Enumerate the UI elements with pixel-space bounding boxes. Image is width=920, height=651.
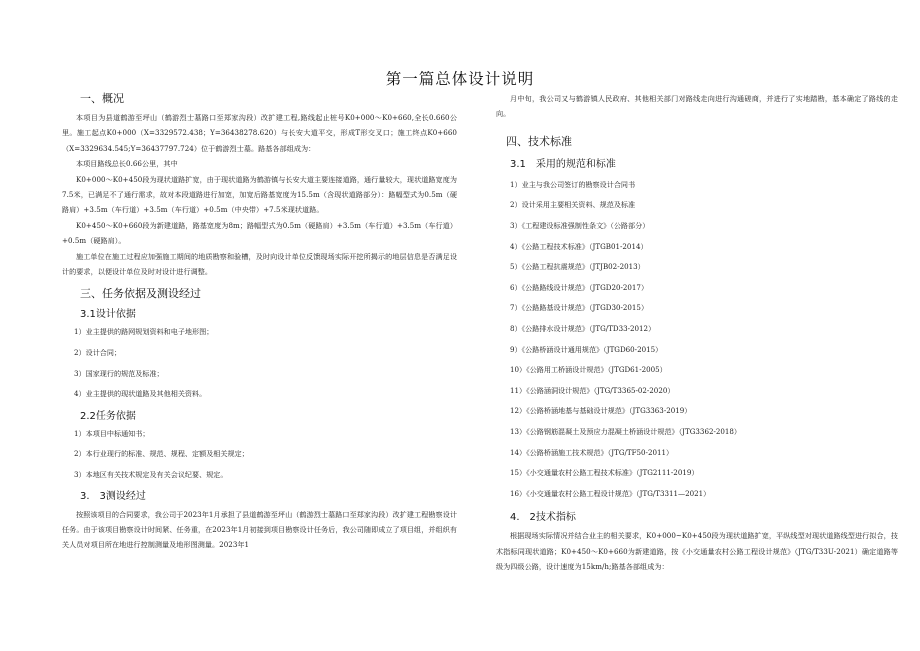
standard-item: 7）《公路路基设计规范》（JTGD30-2015）: [510, 303, 649, 313]
standard-item: 1）业主与我公司签订的勘察设计合同书: [510, 179, 636, 189]
section-tech-standards-heading: 四、技术标准: [506, 134, 572, 148]
survey-process-heading: 3. 3测设经过: [80, 490, 146, 502]
overview-paragraph-1: 本项目为县道鹤游至坪山（鹤游烈士墓路口至郑家沟段）改扩建工程,路线起止桩号K0+000～K0+660,全长0.660公里。施工起点K0+000（X=3329572.438；Y=36438278.620）与长安大道平交，形成T形交叉口；施工终点K0+660（X=3329634.545;Y=36437797.724）位于鹤游烈士墓。路基各部组成为：: [62, 113, 457, 153]
standard-item: 3）《工程建设标准强制性条文》（公路部分）: [510, 221, 650, 230]
design-basis-item: 1）业主提供的路网规划资料和电子地形图；: [74, 327, 214, 337]
tech-indicators-heading: 4. 2技术指标: [510, 512, 576, 524]
survey-process-paragraph: 按照该项目的合同要求，我公司于2023年1月承担了县道鹤游至坪山（鹤游烈士墓路口至郑家沟段）改扩建工程勘察设计任务。由于该项目勘察设计时间紧、任务重，在2023年1月初接到项目勘察设计任务后，我公司随即成立了项目组，并组织有关人员对项目所在地进行控制测量及地形图测量。2023年1: [62, 509, 457, 550]
document-title: 第一篇总体设计说明: [385, 70, 535, 88]
standard-item: 6）《公路路线设计规范》（JTGD20-2017）: [510, 282, 649, 292]
design-basis-item: 2）设计合同；: [74, 348, 122, 358]
standard-item: 9）《公路桥涵设计通用规范》（JTGD60-2015）: [510, 344, 663, 354]
task-basis-heading: 2.2任务依据: [80, 410, 136, 422]
left-column: [62, 91, 457, 553]
right-column: [496, 91, 898, 575]
section-overview-heading: 一、概况: [80, 92, 124, 105]
standard-item: 10）《公路用工桥涵设计规范》（JTGD61-2005）: [510, 365, 667, 375]
standard-item: 4）《公路工程技术标准》（JTGB01-2014）: [510, 241, 648, 251]
design-basis-item: 3）国家现行的规范及标准；: [74, 368, 164, 378]
task-basis-item: 2）本行业现行的标准、规范、规程、定额及相关规定；: [74, 449, 249, 459]
standard-item: 5）《公路工程抗震规范》（JTJB02-2013）: [510, 262, 645, 272]
standard-item: 16）《小交通量农村公路工程设计规范》（JTG/T3311—2021）: [510, 488, 711, 498]
standard-item: 14）《公路桥涵施工技术规范》（JTG/TF50-2011）: [510, 447, 674, 457]
section-task-basis-heading: 三、任务依据及测设经过: [80, 287, 201, 301]
task-basis-item: 3）本地区有关技术规定及有关会议纪要、规定。: [74, 470, 228, 480]
standard-item: 12）《公路桥涵地基与基础设计规范》（JTG3363-2019）: [510, 406, 692, 416]
overview-paragraph-4: K0+450～K0+660段为新建道路，路基宽度为8m；路幅型式为0.5m（硬路肩）+3.5m（车行道）+3.5m（车行道）+0.5m（硬路肩）。: [62, 220, 457, 246]
standard-item: 8）《公路排水设计规范》（JTG/TD33-2012）: [510, 323, 656, 333]
survey-process-continued: 月中旬，我公司又与鹤游镇人民政府、其他相关部门对路线走向进行沟通磋商，并进行了实地踏勘，基本确定了路线的走向。: [496, 94, 898, 119]
standard-item: 2）设计采用主要相关资料、规范及标准: [510, 200, 636, 210]
standard-item: 15）《小交通量农村公路工程技术标准》（JTG2111-2019）: [510, 468, 699, 478]
task-basis-item: 1）本项目中标通知书；: [74, 428, 150, 438]
design-basis-item: 4）业主提供的现状道路及其他相关资料。: [74, 389, 207, 399]
overview-paragraph-3: K0+000～K0+450段为现状道路扩宽，由于现状道路为鹤游镇与长安大道主要连接道路，通行量较大，现状道路宽度为7.5米，已满足不了通行需求，故对本段道路进行加宽，加宽后路基宽度为15.5m（含现状道路部分）：路幅型式为0.5m（硬路肩）+3.5m（车行道）+3.5m（车行道）+0.5m（中央带）+7.5米现状道路。: [62, 174, 457, 215]
standard-item: 13）《公路钢筋混凝土及预应力混凝土桥涵设计规范》（JTG3362-2018）: [510, 426, 742, 436]
design-basis-heading: 3.1设计依据: [80, 309, 136, 321]
standard-item: 11）《公路涵洞设计规范》（JTG/T3365-02-2020）: [510, 385, 675, 395]
tech-indicators-paragraph: 根据现场实际情况并结合业主的相关要求，K0+000~K0+450段为现状道路扩宽，平纵线型对现状道路线型进行拟合，技术指标同现状道路；K0+450～K0+660为新建道路，按《小交通量农村公路工程设计规范》（JTG/T33U-2021）确定道路等级为四级公路，设计速度为15km/h;路基各部组成为：: [496, 531, 898, 572]
overview-paragraph-5: 施工单位在施工过程应加强施工期间的地质勘察和验槽，及时向设计单位反馈现场实际开挖所揭示的地层信息是否满足设计的要求，以便设计单位及时对设计进行调整。: [62, 251, 457, 277]
overview-paragraph-2: 本项目路线总长0.66公里，其中: [76, 159, 178, 169]
standards-heading: 3.1 采用的规范和标准: [510, 158, 616, 170]
